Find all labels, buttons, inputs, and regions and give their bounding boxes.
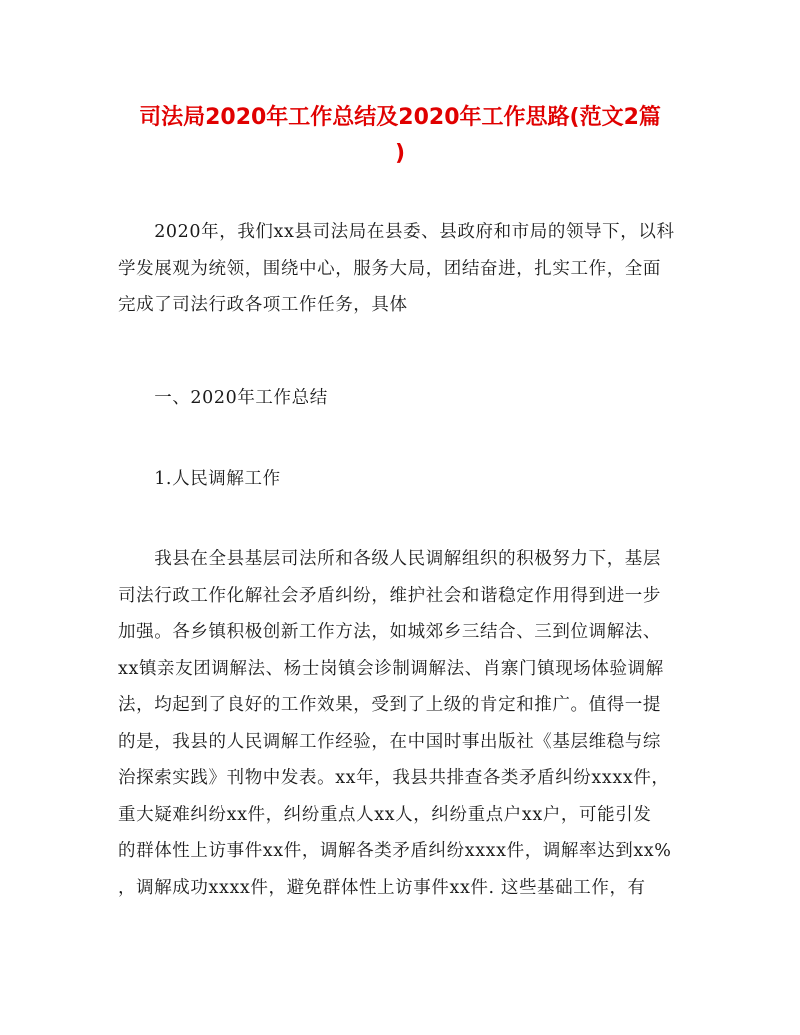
body-line: 的是，我县的人民调解工作经验，在中国时事出版社《基层维稳与综 — [118, 731, 661, 752]
intro-line: 学发展观为统领，围绕中心，服务大局，团结奋进，扎实工作，全面 — [118, 258, 661, 279]
body-line: 加强。各乡镇积极创新工作方法，如城郊乡三结合、三到位调解法、 — [118, 622, 661, 642]
intro-paragraph — [118, 214, 688, 324]
intro-line: 完成了司法行政各项工作任务，具体 — [118, 295, 408, 315]
body-line: 重大疑难纠纷xx件，纠纷重点人xx人，纠纷重点户xx户，可能引发 — [118, 804, 652, 825]
body-line: 司法行政工作化解社会矛盾纠纷，维护社会和谐稳定作用得到进一步 — [118, 585, 661, 606]
section-heading — [118, 380, 688, 417]
body-line: 法，均起到了良好的工作效果，受到了上级的肯定和推广。值得一提 — [118, 695, 661, 715]
section-heading-text: 一、2020年工作总结 — [118, 388, 328, 408]
intro-line: 2020年，我们xx县司法局在县委、县政府和市局的领导下，以科 — [118, 222, 675, 242]
body-line: 我县在全县基层司法所和各级人民调解组织的积极努力下，基层 — [118, 549, 661, 569]
body-paragraph — [118, 541, 688, 906]
document-title — [100, 100, 700, 172]
body-line: 的群体性上访事件xx件，调解各类矛盾纠纷xxxx件，调解率达到xx% — [118, 841, 672, 861]
subsection-heading — [118, 461, 688, 498]
body-line: ，调解成功xxxx件，避免群体性上访事件xx件. 这些基础工作，有 — [118, 877, 646, 898]
title-line-1: 司法局2020年工作总结及2020年工作思路(范文2篇 — [139, 105, 661, 130]
subsection-heading-text: 1.人民调解工作 — [118, 469, 281, 489]
body-line: 治探索实践》刊物中发表。xx年，我县共排查各类矛盾纠纷xxxx件， — [118, 768, 670, 788]
body-line: xx镇亲友团调解法、杨士岗镇会诊制调解法、肖寨门镇现场体验调解 — [118, 658, 664, 679]
title-line-2: ) — [394, 141, 406, 166]
